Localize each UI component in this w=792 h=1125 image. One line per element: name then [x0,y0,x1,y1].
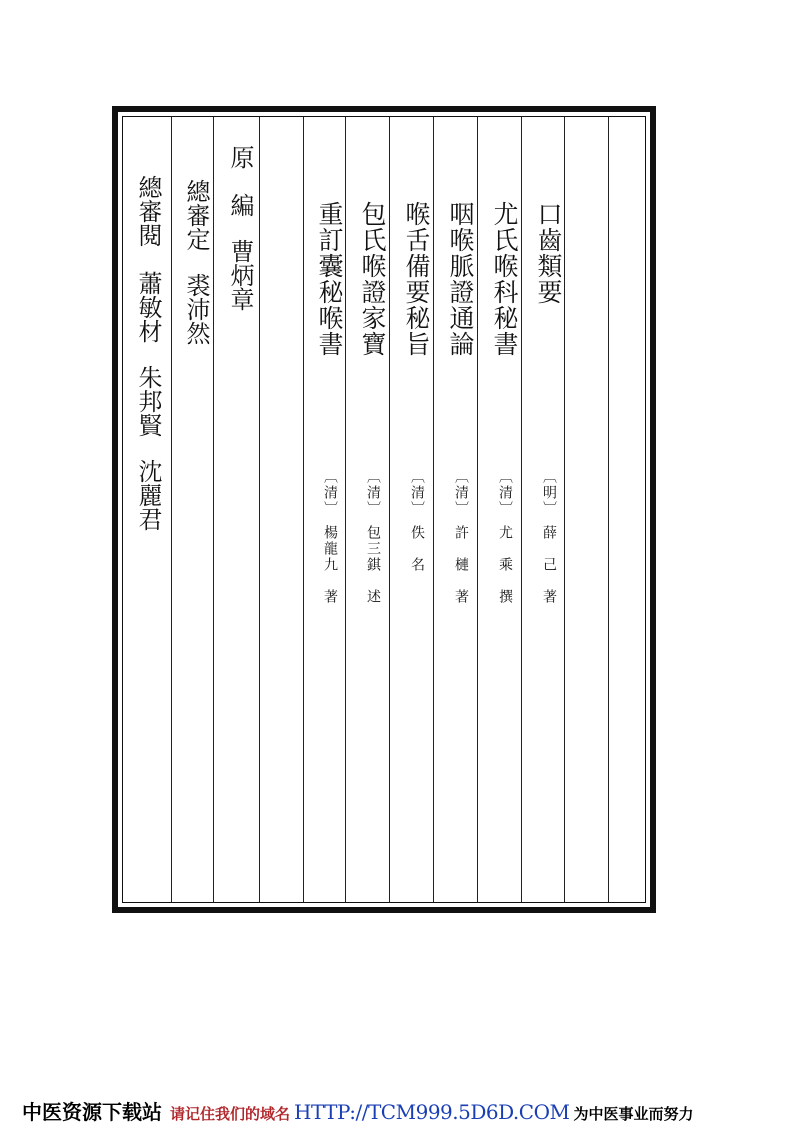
book-credit [320,469,340,605]
book-entry [354,201,390,357]
book-author: 佚 名 [409,525,425,573]
book-entry [486,201,522,357]
column-divider [259,117,260,902]
footer-note: 请记住我们的域名 [170,1105,291,1123]
original-editor-column [223,145,258,311]
proof-name: 蕭敏材 [134,271,162,343]
proof-name: 朱邦賢 [134,365,162,437]
column-divider [608,117,609,902]
column-divider [303,117,304,902]
book-credit [407,469,427,573]
proof-name: 沈麗君 [134,459,162,531]
proof-editors-column [131,175,166,531]
book-author: 楊龍九 著 [322,525,338,605]
original-name: 曹炳章 [226,239,254,311]
book-dynasty: 〔明〕 [541,469,557,517]
book-dynasty: 〔清〕 [409,469,425,517]
footer-banner [22,1096,693,1125]
book-dynasty: 〔清〕 [453,469,469,517]
page-frame [112,106,656,913]
review-role: 總審定 [182,179,210,251]
proof-role: 總審閱 [134,175,162,247]
footer-site-name: 中医资源下载站 [22,1100,162,1124]
book-title: 重訂囊秘喉書 [315,201,344,357]
book-author: 包三錤 述 [365,525,381,605]
footer-slogan: 为中医事业而努力 [573,1105,694,1123]
book-title: 尤氏喉科秘書 [490,201,519,357]
book-credit [539,469,559,605]
book-entry [398,201,434,357]
book-entry [530,201,566,305]
book-credit [363,469,383,605]
book-author: 許 槤 著 [453,525,469,605]
original-role: 原 編 [226,145,254,217]
frame-inner-border [122,116,646,903]
review-editor-column [179,179,214,345]
column-divider [171,117,172,902]
book-entry [442,201,478,357]
book-credit [495,469,515,605]
book-dynasty: 〔清〕 [365,469,381,517]
book-credit [451,469,471,605]
book-entry [311,201,347,357]
book-author: 薛 己 著 [541,525,557,605]
book-dynasty: 〔清〕 [322,469,338,517]
book-author: 尤 乘 撰 [497,525,513,605]
book-title: 喉舌備要秘旨 [402,201,431,357]
book-title: 咽喉脈證通論 [446,201,475,357]
footer-url-link[interactable]: HTTP://TCM999.5D6D.COM [294,1100,570,1124]
book-dynasty: 〔清〕 [497,469,513,517]
book-title: 包氏喉證家寶 [358,201,387,357]
review-name: 裘沛然 [182,273,210,345]
book-title: 口齒類要 [534,201,563,305]
